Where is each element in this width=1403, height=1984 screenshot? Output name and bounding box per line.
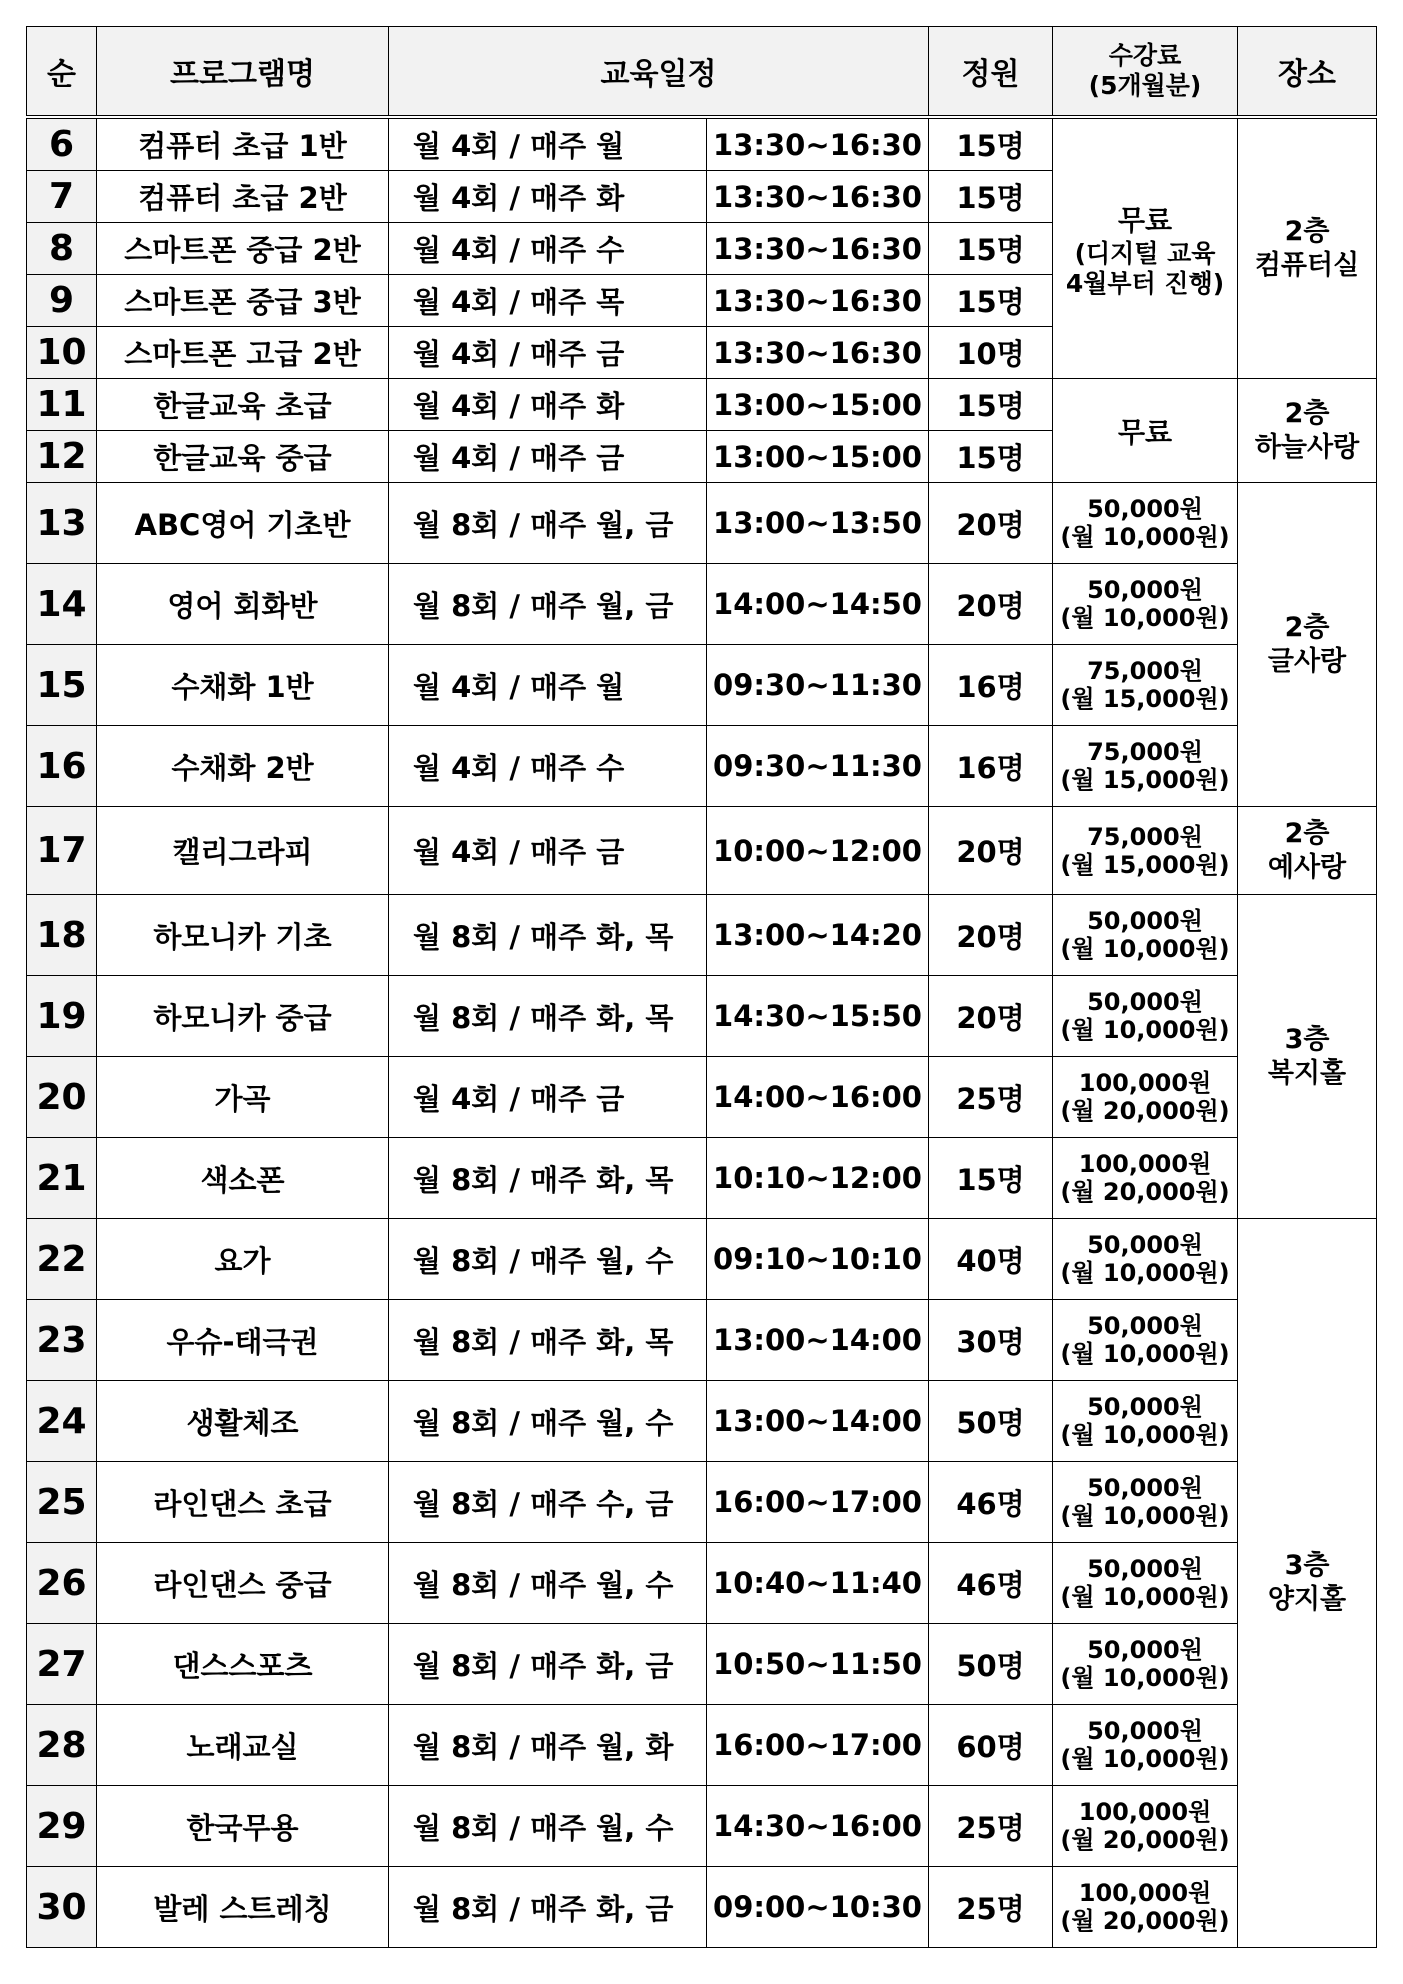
fee [1053, 1138, 1238, 1219]
fee-total: 100,000원 [1078, 1150, 1212, 1178]
fee [1053, 1705, 1238, 1786]
capacity: 50명 [929, 1381, 1053, 1462]
location-geul [1238, 483, 1377, 807]
program-name: 한글교육 초급 [97, 379, 389, 431]
capacity: 16명 [929, 726, 1053, 807]
capacity: 60명 [929, 1705, 1053, 1786]
time: 13:00~14:00 [707, 1300, 929, 1381]
row-no: 17 [27, 807, 97, 895]
row-no: 7 [27, 171, 97, 223]
capacity: 50명 [929, 1624, 1053, 1705]
header-fee-line1: 수강료 [1108, 41, 1182, 70]
schedule: 월 4회 / 매주 금 [389, 431, 707, 483]
header-row [27, 27, 1377, 118]
table-row [27, 1705, 1377, 1786]
capacity: 25명 [929, 1786, 1053, 1867]
program-name: 컴퓨터 초급 1반 [97, 117, 389, 171]
header-location: 장소 [1238, 27, 1377, 118]
fee-total: 50,000원 [1087, 1231, 1203, 1259]
program-name: 컴퓨터 초급 2반 [97, 171, 389, 223]
time: 13:30~16:30 [707, 171, 929, 223]
time: 13:30~16:30 [707, 117, 929, 171]
schedule: 월 4회 / 매주 수 [389, 726, 707, 807]
header-fee [1053, 27, 1238, 118]
location-room: 양지홀 [1267, 1584, 1347, 1615]
schedule: 월 8회 / 매주 화, 목 [389, 895, 707, 976]
program-name: 가곡 [97, 1057, 389, 1138]
row-no: 23 [27, 1300, 97, 1381]
location-ye [1238, 807, 1377, 895]
fee [1053, 726, 1238, 807]
capacity: 46명 [929, 1462, 1053, 1543]
fee [1053, 1219, 1238, 1300]
capacity: 25명 [929, 1057, 1053, 1138]
table-row [27, 1381, 1377, 1462]
row-no: 22 [27, 1219, 97, 1300]
program-name: 하모니카 중급 [97, 976, 389, 1057]
fee-total: 50,000원 [1087, 1393, 1203, 1421]
program-name: 한국무용 [97, 1786, 389, 1867]
program-name: 수채화 2반 [97, 726, 389, 807]
table-row [27, 1867, 1377, 1948]
row-no: 18 [27, 895, 97, 976]
fee-monthly: (월 20,000원) [1060, 1097, 1230, 1125]
schedule: 월 4회 / 매주 월 [389, 117, 707, 171]
schedule: 월 8회 / 매주 월, 수 [389, 1381, 707, 1462]
header-no: 순 [27, 27, 97, 118]
table-row [27, 895, 1377, 976]
time: 09:30~11:30 [707, 645, 929, 726]
location-welfare-hall [1238, 895, 1377, 1219]
table-row [27, 807, 1377, 895]
program-name: 수채화 1반 [97, 645, 389, 726]
fee-monthly: (월 10,000원) [1060, 1502, 1230, 1530]
time: 13:00~15:00 [707, 379, 929, 431]
table-row [27, 564, 1377, 645]
time: 13:30~16:30 [707, 275, 929, 327]
capacity: 30명 [929, 1300, 1053, 1381]
table-row [27, 1219, 1377, 1300]
capacity: 20명 [929, 976, 1053, 1057]
schedule: 월 4회 / 매주 월 [389, 645, 707, 726]
schedule: 월 8회 / 매주 화, 목 [389, 976, 707, 1057]
fee [1053, 1057, 1238, 1138]
schedule: 월 8회 / 매주 화, 목 [389, 1138, 707, 1219]
schedule: 월 8회 / 매주 화, 금 [389, 1867, 707, 1948]
capacity: 25명 [929, 1867, 1053, 1948]
row-no: 19 [27, 976, 97, 1057]
fee [1053, 1786, 1238, 1867]
time: 16:00~17:00 [707, 1705, 929, 1786]
schedule: 월 8회 / 매주 월, 금 [389, 564, 707, 645]
row-no: 25 [27, 1462, 97, 1543]
fee-total: 75,000원 [1087, 738, 1203, 766]
fee-monthly: (월 10,000원) [1060, 1421, 1230, 1449]
fee-monthly: (월 20,000원) [1060, 1178, 1230, 1206]
fee-total: 50,000원 [1087, 1312, 1203, 1340]
fee-monthly: (월 15,000원) [1060, 766, 1230, 794]
fee [1053, 895, 1238, 976]
row-no: 21 [27, 1138, 97, 1219]
table-row [27, 1057, 1377, 1138]
fee [1053, 1867, 1238, 1948]
program-name: 라인댄스 초급 [97, 1462, 389, 1543]
location-floor: 2층 [1284, 611, 1330, 643]
fee-monthly: (월 10,000원) [1060, 1259, 1230, 1287]
fee-monthly: (월 20,000원) [1060, 1826, 1230, 1854]
capacity: 46명 [929, 1543, 1053, 1624]
capacity: 15명 [929, 379, 1053, 431]
fee-note-line1: (디지털 교육 [1074, 238, 1216, 268]
fee-monthly: (월 10,000원) [1060, 1583, 1230, 1611]
fee-total: 100,000원 [1078, 1069, 1212, 1097]
table-row [27, 1462, 1377, 1543]
capacity: 20명 [929, 564, 1053, 645]
time: 13:00~15:00 [707, 431, 929, 483]
program-name: 색소폰 [97, 1138, 389, 1219]
capacity: 16명 [929, 645, 1053, 726]
fee-total: 50,000원 [1087, 495, 1203, 523]
capacity: 15명 [929, 117, 1053, 171]
fee-free-digital [1053, 117, 1238, 379]
table-row [27, 1138, 1377, 1219]
fee [1053, 976, 1238, 1057]
fee-monthly: (월 20,000원) [1060, 1907, 1230, 1935]
fee-main: 무료 [1117, 203, 1173, 237]
fee-total: 50,000원 [1087, 907, 1203, 935]
table-row [27, 379, 1377, 431]
capacity: 40명 [929, 1219, 1053, 1300]
schedule: 월 4회 / 매주 수 [389, 223, 707, 275]
fee-total: 50,000원 [1087, 1474, 1203, 1502]
row-no: 16 [27, 726, 97, 807]
time: 10:50~11:50 [707, 1624, 929, 1705]
fee [1053, 1300, 1238, 1381]
row-no: 6 [27, 117, 97, 171]
time: 13:00~14:00 [707, 1381, 929, 1462]
time: 14:00~16:00 [707, 1057, 929, 1138]
table-row [27, 483, 1377, 564]
location-floor: 2층 [1284, 397, 1330, 429]
fee-total: 75,000원 [1087, 657, 1203, 685]
fee-monthly: (월 10,000원) [1060, 1016, 1230, 1044]
fee [1053, 564, 1238, 645]
row-no: 10 [27, 327, 97, 379]
capacity: 15명 [929, 275, 1053, 327]
schedule: 월 8회 / 매주 월, 수 [389, 1219, 707, 1300]
fee [1053, 483, 1238, 564]
time: 10:10~12:00 [707, 1138, 929, 1219]
table-row [27, 645, 1377, 726]
row-no: 11 [27, 379, 97, 431]
fee-free-hangul: 무료 [1053, 379, 1238, 483]
program-name: 댄스스포츠 [97, 1624, 389, 1705]
fee-monthly: (월 10,000원) [1060, 935, 1230, 963]
time: 14:30~15:50 [707, 976, 929, 1057]
program-name: 영어 회화반 [97, 564, 389, 645]
location-room: 글사랑 [1267, 645, 1347, 677]
row-no: 30 [27, 1867, 97, 1948]
row-no: 29 [27, 1786, 97, 1867]
row-no: 13 [27, 483, 97, 564]
capacity: 15명 [929, 171, 1053, 223]
row-no: 28 [27, 1705, 97, 1786]
row-no: 26 [27, 1543, 97, 1624]
capacity: 15명 [929, 431, 1053, 483]
location-computer-room [1238, 117, 1377, 379]
header-schedule: 교육일정 [389, 27, 929, 118]
time: 09:10~10:10 [707, 1219, 929, 1300]
schedule: 월 4회 / 매주 금 [389, 1057, 707, 1138]
time: 09:30~11:30 [707, 726, 929, 807]
schedule: 월 8회 / 매주 월, 금 [389, 483, 707, 564]
program-name: 우슈-태극권 [97, 1300, 389, 1381]
program-name: 하모니카 기초 [97, 895, 389, 976]
location-haneul [1238, 379, 1377, 483]
fee-total: 50,000원 [1087, 1636, 1203, 1664]
row-no: 24 [27, 1381, 97, 1462]
header-program: 프로그램명 [97, 27, 389, 118]
location-room: 복지홀 [1267, 1057, 1347, 1089]
location-floor: 3층 [1284, 1023, 1330, 1055]
schedule: 월 8회 / 매주 월, 화 [389, 1705, 707, 1786]
time: 13:30~16:30 [707, 223, 929, 275]
time: 10:40~11:40 [707, 1543, 929, 1624]
capacity: 20명 [929, 895, 1053, 976]
schedule: 월 8회 / 매주 화, 목 [389, 1300, 707, 1381]
schedule: 월 4회 / 매주 금 [389, 327, 707, 379]
capacity: 20명 [929, 483, 1053, 564]
location-yangji-hall [1238, 1219, 1377, 1948]
table-row [27, 117, 1377, 171]
fee-total: 50,000원 [1087, 576, 1203, 604]
row-no: 8 [27, 223, 97, 275]
program-name: 생활체조 [97, 1381, 389, 1462]
location-room: 컴퓨터실 [1254, 249, 1360, 281]
schedule: 월 8회 / 매주 화, 금 [389, 1624, 707, 1705]
program-name: 스마트폰 중급 2반 [97, 223, 389, 275]
schedule: 월 8회 / 매주 수, 금 [389, 1462, 707, 1543]
row-no: 9 [27, 275, 97, 327]
fee-monthly: (월 10,000원) [1060, 1340, 1230, 1368]
location-floor: 2층 [1284, 817, 1330, 849]
table-row [27, 976, 1377, 1057]
capacity: 10명 [929, 327, 1053, 379]
fee-monthly: (월 10,000원) [1060, 1745, 1230, 1773]
fee [1053, 1381, 1238, 1462]
capacity: 15명 [929, 1138, 1053, 1219]
table-row [27, 1624, 1377, 1705]
time: 09:00~10:30 [707, 1867, 929, 1948]
program-name: 스마트폰 고급 2반 [97, 327, 389, 379]
capacity: 20명 [929, 807, 1053, 895]
program-name: 한글교육 중급 [97, 431, 389, 483]
header-capacity: 정원 [929, 27, 1053, 118]
row-no: 12 [27, 431, 97, 483]
time: 13:00~14:20 [707, 895, 929, 976]
fee [1053, 807, 1238, 895]
fee [1053, 645, 1238, 726]
program-schedule-table [26, 26, 1377, 1948]
schedule: 월 4회 / 매주 화 [389, 171, 707, 223]
fee-total: 100,000원 [1078, 1798, 1212, 1826]
fee-monthly: (월 15,000원) [1060, 685, 1230, 713]
time: 16:00~17:00 [707, 1462, 929, 1543]
row-no: 14 [27, 564, 97, 645]
program-name: 라인댄스 중급 [97, 1543, 389, 1624]
schedule: 월 4회 / 매주 목 [389, 275, 707, 327]
fee-total: 50,000원 [1087, 1555, 1203, 1583]
program-name: 발레 스트레칭 [97, 1867, 389, 1948]
fee-total: 75,000원 [1087, 822, 1203, 851]
fee-monthly: (월 10,000원) [1060, 523, 1230, 551]
fee-total: 100,000원 [1078, 1879, 1212, 1907]
fee-total: 50,000원 [1087, 1717, 1203, 1745]
program-name: 노래교실 [97, 1705, 389, 1786]
program-name: 스마트폰 중급 3반 [97, 275, 389, 327]
schedule: 월 4회 / 매주 화 [389, 379, 707, 431]
fee-monthly: (월 10,000원) [1060, 604, 1230, 632]
capacity: 15명 [929, 223, 1053, 275]
table-row [27, 1543, 1377, 1624]
location-room: 하늘사랑 [1254, 431, 1360, 463]
schedule: 월 8회 / 매주 월, 수 [389, 1543, 707, 1624]
header-fee-line2: (5개월분) [1088, 71, 1202, 100]
program-name: ABC영어 기초반 [97, 483, 389, 564]
table-row [27, 726, 1377, 807]
fee [1053, 1624, 1238, 1705]
fee [1053, 1543, 1238, 1624]
program-name: 요가 [97, 1219, 389, 1300]
table-row [27, 1300, 1377, 1381]
fee-monthly: (월 15,000원) [1060, 850, 1230, 879]
location-floor: 2층 [1284, 215, 1330, 247]
schedule: 월 4회 / 매주 금 [389, 807, 707, 895]
row-no: 20 [27, 1057, 97, 1138]
location-floor: 3층 [1284, 1550, 1330, 1581]
fee-monthly: (월 10,000원) [1060, 1664, 1230, 1692]
location-room: 예사랑 [1267, 851, 1347, 883]
fee-total: 50,000원 [1087, 988, 1203, 1016]
schedule: 월 8회 / 매주 월, 수 [389, 1786, 707, 1867]
fee-note-line2: 4월부터 진행) [1065, 268, 1225, 298]
time: 13:00~13:50 [707, 483, 929, 564]
time: 13:30~16:30 [707, 327, 929, 379]
row-no: 27 [27, 1624, 97, 1705]
fee [1053, 1462, 1238, 1543]
table-row [27, 1786, 1377, 1867]
time: 14:00~14:50 [707, 564, 929, 645]
time: 14:30~16:00 [707, 1786, 929, 1867]
row-no: 15 [27, 645, 97, 726]
program-name: 캘리그라피 [97, 807, 389, 895]
time: 10:00~12:00 [707, 807, 929, 895]
